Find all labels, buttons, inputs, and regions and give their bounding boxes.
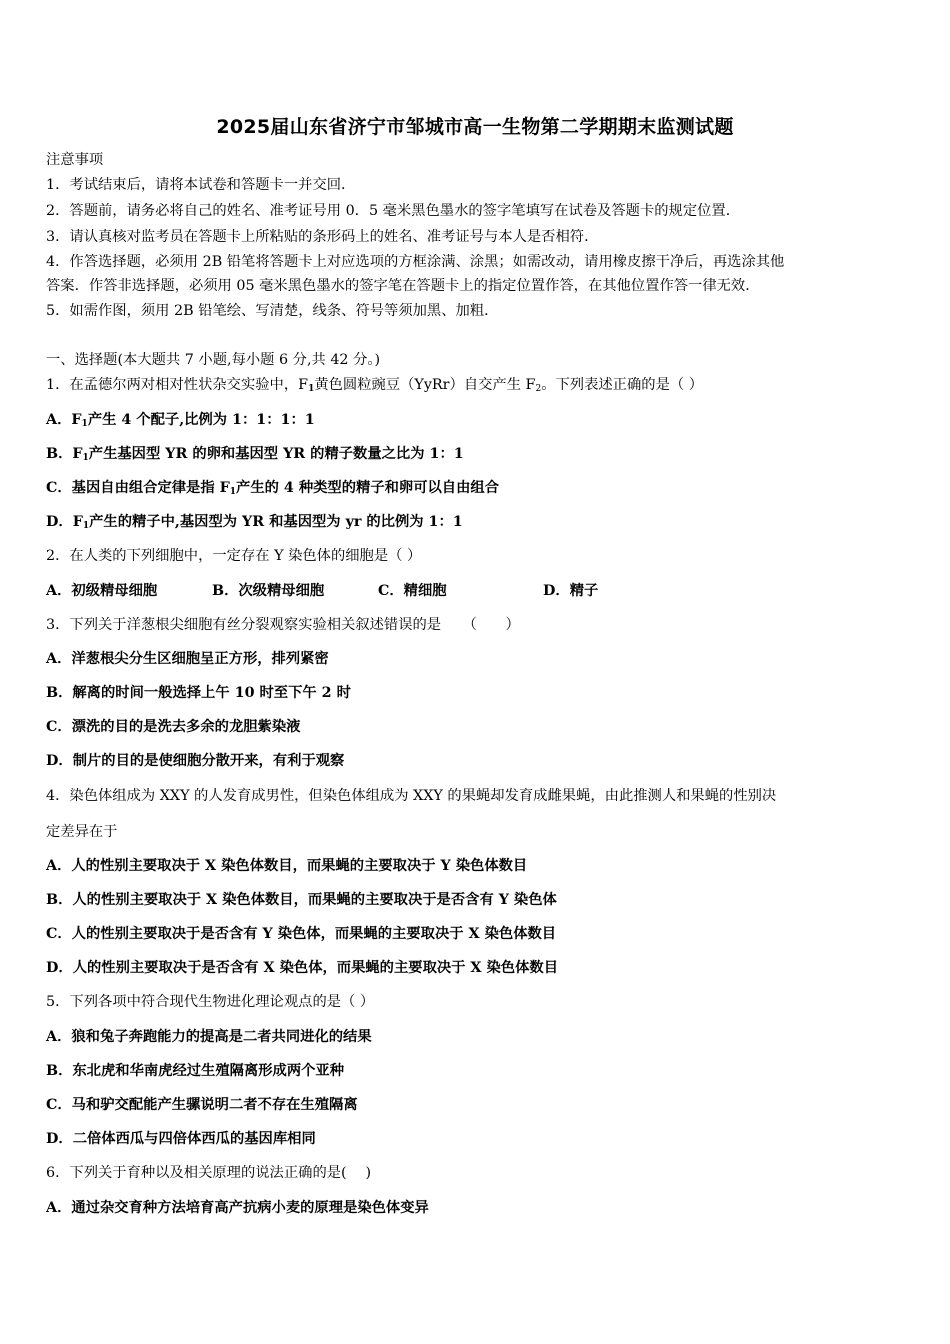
- q3-option-d: D．制片的目的是使细胞分散开来，有利于观察: [46, 753, 345, 769]
- question-3-stem: 3．下列关于洋葱根尖细胞有丝分裂观察实验相关叙述错误的是 （ ）: [46, 617, 520, 633]
- page-title: 2025届山东省济宁市邹城市高一生物第二学期期末监测试题: [216, 116, 734, 138]
- q6-option-a: A．通过杂交育种方法培育高产抗病小麦的原理是染色体变异: [46, 1200, 429, 1216]
- q1-b-sub: 1: [82, 453, 89, 463]
- q1-a-pre: A．F: [46, 412, 82, 428]
- q1-c-post: 产生的 4 种类型的精子和卵可以自由组合: [236, 480, 499, 496]
- q1-d-sub: 1: [82, 521, 90, 531]
- section-heading: 一、选择题(本大题共 7 小题,每小题 6 分,共 42 分。): [46, 352, 381, 368]
- q3-option-b: B．解离的时间一般选择上午 10 时至下午 2 时: [46, 685, 351, 701]
- q1-b-post: 产生基因型 YR 的卵和基因型 YR 的精子数量之比为 1：1: [88, 446, 464, 462]
- note-item: 2．答题前，请务必将自己的姓名、准考证号用 0．5 毫米黑色墨水的签字笔填写在试卷及答题卡的规定位置．: [46, 203, 741, 219]
- q1-a-sub: 1: [81, 419, 88, 429]
- q2-option-d: D．精子: [543, 583, 599, 599]
- q1-stem-sub1: 1: [308, 384, 315, 394]
- q4-option-d: D．人的性别主要取决于是否含有 X 染色体，而果蝇的主要取决于 X 染色体数目: [46, 960, 558, 976]
- q1-c-pre: C．基因自由组合定律是指 F: [46, 480, 230, 496]
- q1-option-a: [46, 410, 315, 434]
- q1-stem-b: 黄色圆粒豌豆（YyRr）自交产生 F: [314, 377, 536, 393]
- q1-option-c: [46, 478, 499, 502]
- question-2-stem: 2．在人类的下列细胞中，一定存在 Y 染色体的细胞是（ ）: [46, 548, 422, 564]
- q5-option-d: D．二倍体西瓜与四倍体西瓜的基因库相同: [46, 1131, 316, 1147]
- q5-option-c: C．马和驴交配能产生骡说明二者不存在生殖隔离: [46, 1097, 358, 1113]
- question-4-stem-cont: 定差异在于: [46, 824, 118, 840]
- q2-option-b: B．次级精母细胞: [212, 583, 325, 599]
- q4-option-c: C．人的性别主要取决于是否含有 Y 染色体，而果蝇的主要取决于 X 染色体数目: [46, 926, 557, 942]
- question-6-stem: 6．下列关于育种以及相关原理的说法正确的是( ): [46, 1165, 372, 1181]
- q4-option-a: A．人的性别主要取决于 X 染色体数目，而果蝇的主要取决于 Y 染色体数目: [46, 858, 528, 874]
- q1-b-pre: B．F: [46, 446, 83, 462]
- q1-stem-sub2: 2: [535, 384, 542, 394]
- q1-option-b: [46, 444, 464, 468]
- q1-c-sub: 1: [229, 487, 237, 497]
- q1-d-pre: D．F: [46, 514, 83, 530]
- question-4-stem: 4．染色体组成为 XXY 的人发育成男性，但染色体组成为 XXY 的果蝇却发育成雌果蝇，由此推测人和果蝇的性别决: [46, 788, 777, 804]
- q1-stem-c: 。下列表述正确的是（ ）: [541, 377, 704, 393]
- q3-option-c: C．漂洗的目的是洗去多余的龙胆紫染液: [46, 719, 301, 735]
- note-item: 3．请认真核对监考员在答题卡上所粘贴的条形码上的姓名、准考证号与本人是否相符．: [46, 229, 599, 245]
- note-item: 4．作答选择题，必须用 2B 铅笔将答题卡上对应选项的方框涂满、涂黑；如需改动，请用橡皮擦干净后，再选涂其他: [46, 254, 785, 270]
- q5-option-b: B．东北虎和华南虎经过生殖隔离形成两个亚种: [46, 1063, 345, 1079]
- question-1-stem: [46, 375, 703, 399]
- note-item: 答案．作答非选择题，必须用 05 毫米黑色墨水的签字笔在答题卡上的指定位置作答，在其他位置作答一律无效．: [46, 278, 760, 294]
- q1-option-d: [46, 512, 463, 536]
- note-item: 5．如需作图，须用 2B 铅笔绘、写清楚，线条、符号等须加黑、加粗．: [46, 303, 499, 319]
- note-item: 1．考试结束后，请将本试卷和答题卡一并交回．: [46, 177, 356, 193]
- q1-a-post: 产生 4 个配子,比例为 1：1：1：1: [87, 412, 315, 428]
- q1-stem-a: 1．在孟德尔两对相对性状杂交实验中，F: [46, 377, 309, 393]
- q4-option-b: B．人的性别主要取决于 X 染色体数目，而果蝇的主要取决于是否含有 Y 染色体: [46, 892, 557, 908]
- q3-option-a: A．洋葱根尖分生区细胞呈正方形，排列紧密: [46, 651, 329, 667]
- q1-d-post: 产生的精子中,基因型为 YR 和基因型为 yr 的比例为 1：1: [89, 514, 463, 530]
- q2-option-c: C．精细胞: [378, 583, 447, 599]
- notes-heading: 注意事项: [46, 152, 104, 168]
- q2-option-a: A．初级精母细胞: [46, 583, 158, 599]
- q5-option-a: A．狼和兔子奔跑能力的提高是二者共同进化的结果: [46, 1029, 372, 1045]
- question-5-stem: 5．下列各项中符合现代生物进化理论观点的是（ ）: [46, 994, 375, 1010]
